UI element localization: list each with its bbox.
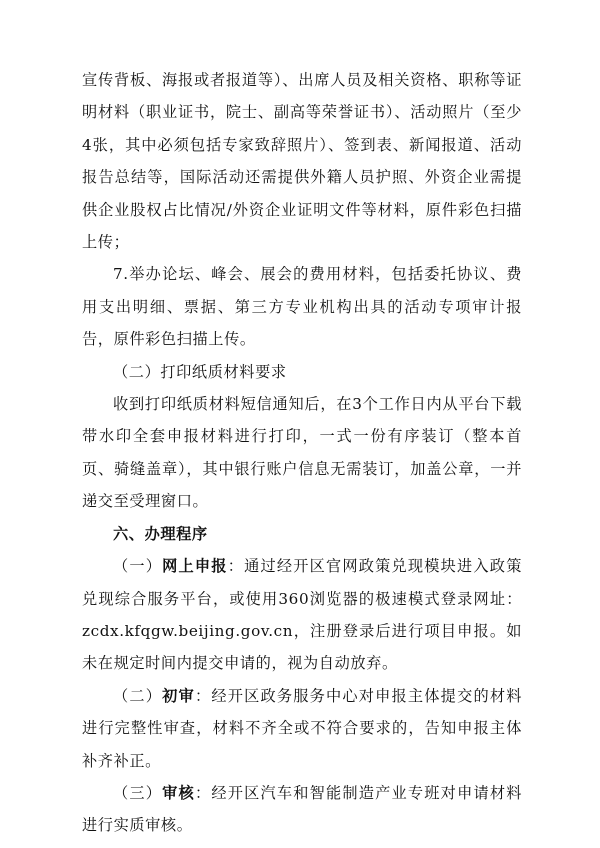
step-label: 网上申报 [162, 557, 228, 576]
section-heading-procedure: 六、办理程序 [113, 524, 208, 543]
paragraph-step-audit [82, 777, 522, 842]
step-text: ：通过经开区官网政策兑现模块进入政策兑现综合服务平台，或使用360浏览器的极速模式登录网址：zcdx.kfqgw.beijing.gov.cn，注册登录后进行项目申报。如未在规定时间内提交申请的，视为自动放弃。 [82, 557, 522, 673]
paragraph-print-instructions: 收到打印纸质材料短信通知后，在3个工作日内从平台下载带水印全套申报材料进行打印，一式一份有序装订（整本首页、骑缝盖章），其中银行账户信息无需装订，加盖公章，一并递交至受理窗口。 [82, 395, 522, 511]
step-prefix: （三） [113, 783, 163, 802]
paragraph-item-7: 7.举办论坛、峰会、展会的费用材料，包括委托协议、费用支出明细、票据、第三方专业机构出具的活动专项审计报告，原件彩色扫描上传。 [82, 265, 522, 349]
subheading-print-requirements: （二）打印纸质材料要求 [113, 362, 287, 381]
document-page [82, 64, 522, 842]
step-prefix: （二） [113, 686, 163, 705]
paragraph-step-online-application [82, 550, 522, 680]
step-label: 初审 [162, 686, 195, 705]
paragraph-step-initial-review [82, 680, 522, 777]
step-text: ：经开区政务服务中心对申报主体提交的材料进行完整性审查，材料不齐全或不符合要求的，告知申报主体补齐补正。 [82, 686, 523, 770]
step-prefix: （一） [113, 557, 163, 576]
step-label: 审核 [162, 783, 195, 802]
paragraph-materials-continued: 宣传背板、海报或者报道等）、出席人员及相关资格、职称等证明材料（职业证书，院士、副高等荣誉证书）、活动照片（至少4张，其中必须包括专家致辞照片）、签到表、新闻报道、活动报告总结等，国际活动还需提供外籍人员护照、外资企业需提供企业股权占比情况/外资企业证明文件等材料，原件彩色扫描上传； [82, 71, 522, 252]
step-text: ：经开区汽车和智能制造产业专班对申请材料进行实质审核。 [82, 783, 523, 835]
